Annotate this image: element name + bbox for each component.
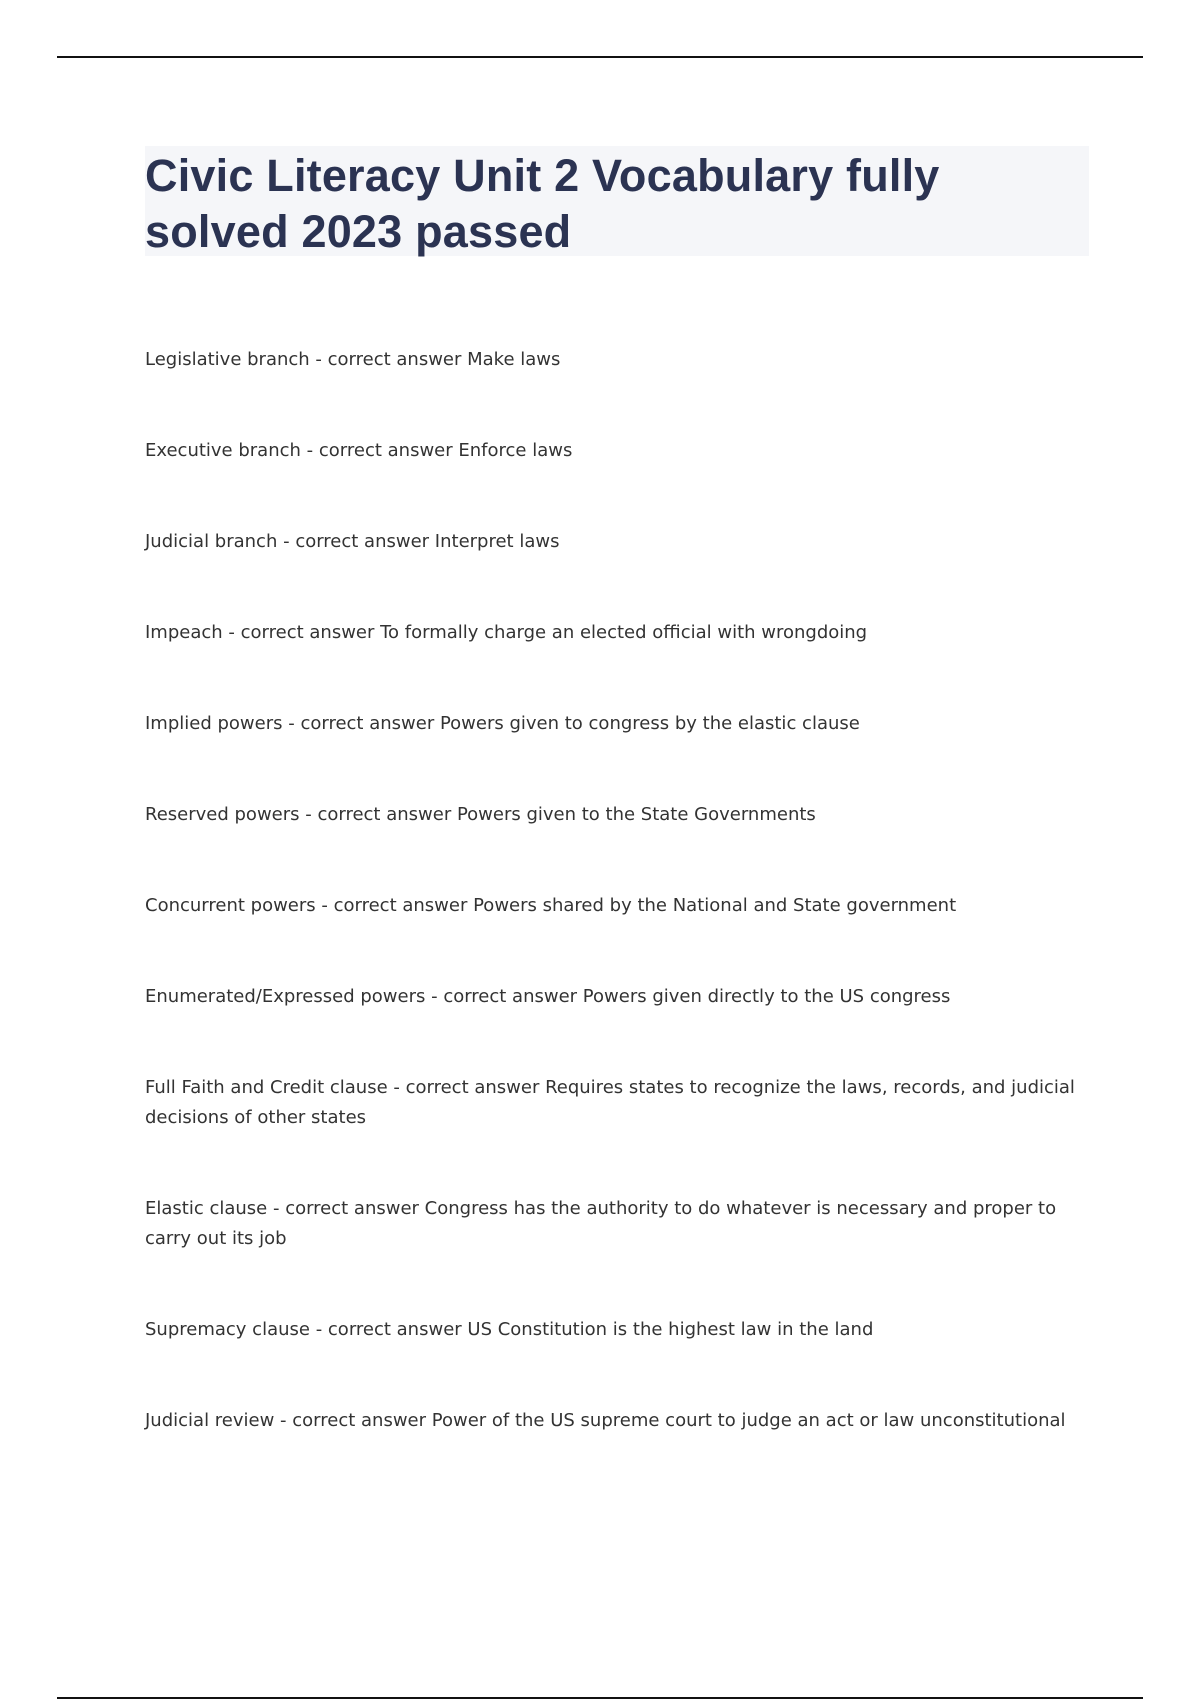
list-item [145,345,1085,375]
entry-answer: Interpret laws [434,531,560,552]
entry-separator: - correct answer [282,713,440,734]
entry-separator: - correct answer [425,986,583,1007]
entry-term: Enumerated/Expressed powers [145,986,426,1007]
entry-separator: - correct answer [300,440,459,461]
entry-term: Concurrent powers [145,895,316,916]
entry-answer: To formally charge an elected official with wrongdoing [380,622,868,643]
entry-answer: Powers given to congress by the elastic clause [439,713,860,734]
entry-answer: US Constitution is the highest law in the land [467,1319,874,1340]
list-item [145,709,1085,739]
list-item [145,891,1085,921]
entry-answer: Powers given to the State Governments [456,804,816,825]
entry-separator: - correct answer [299,804,457,825]
entry-separator: - correct answer [387,1077,546,1098]
entry-separator: - correct answer [222,622,381,643]
entry-separator: - correct answer [274,1410,432,1431]
entry-answer: Requires states to recognize the laws, records, and judicial decisions of other states [145,1077,1075,1128]
entry-separator: - correct answer [309,349,468,370]
list-item [145,1406,1085,1436]
entry-term: Impeach [145,622,223,643]
vocabulary-list [145,345,1085,1497]
entry-answer: Powers shared by the National and State government [473,895,957,916]
entry-separator: - correct answer [315,895,474,916]
entry-answer: Congress has the authority to do whatever is necessary and proper to carry out its job [145,1198,1057,1249]
list-item [145,1315,1085,1345]
document-title: Civic Literacy Unit 2 Vocabulary fully solved 2023 passed [145,150,940,257]
entry-term: Implied powers [145,713,283,734]
entry-answer: Enforce laws [458,440,573,461]
entry-term: Judicial branch [145,531,278,552]
entry-term: Full Faith and Credit clause [145,1077,388,1098]
entry-answer: Powers given directly to the US congress [582,986,951,1007]
entry-term: Judicial review [145,1410,275,1431]
list-item [145,1194,1085,1254]
entry-answer: Make laws [467,349,561,370]
entry-separator: - correct answer [309,1319,468,1340]
list-item [145,436,1085,466]
entry-term: Supremacy clause [145,1319,310,1340]
title-block [145,146,1089,256]
entry-separator: - correct answer [277,531,435,552]
entry-term: Reserved powers [145,804,300,825]
list-item [145,800,1085,830]
entry-term: Legislative branch [145,349,310,370]
list-item [145,1073,1085,1133]
list-item [145,527,1085,557]
top-rule [57,56,1143,58]
entry-term: Executive branch [145,440,301,461]
entry-answer: Power of the US supreme court to judge an act or law unconstitutional [431,1410,1066,1431]
list-item [145,618,1085,648]
bottom-rule [57,1697,1143,1699]
entry-separator: - correct answer [267,1198,425,1219]
list-item [145,982,1085,1012]
entry-term: Elastic clause [145,1198,268,1219]
